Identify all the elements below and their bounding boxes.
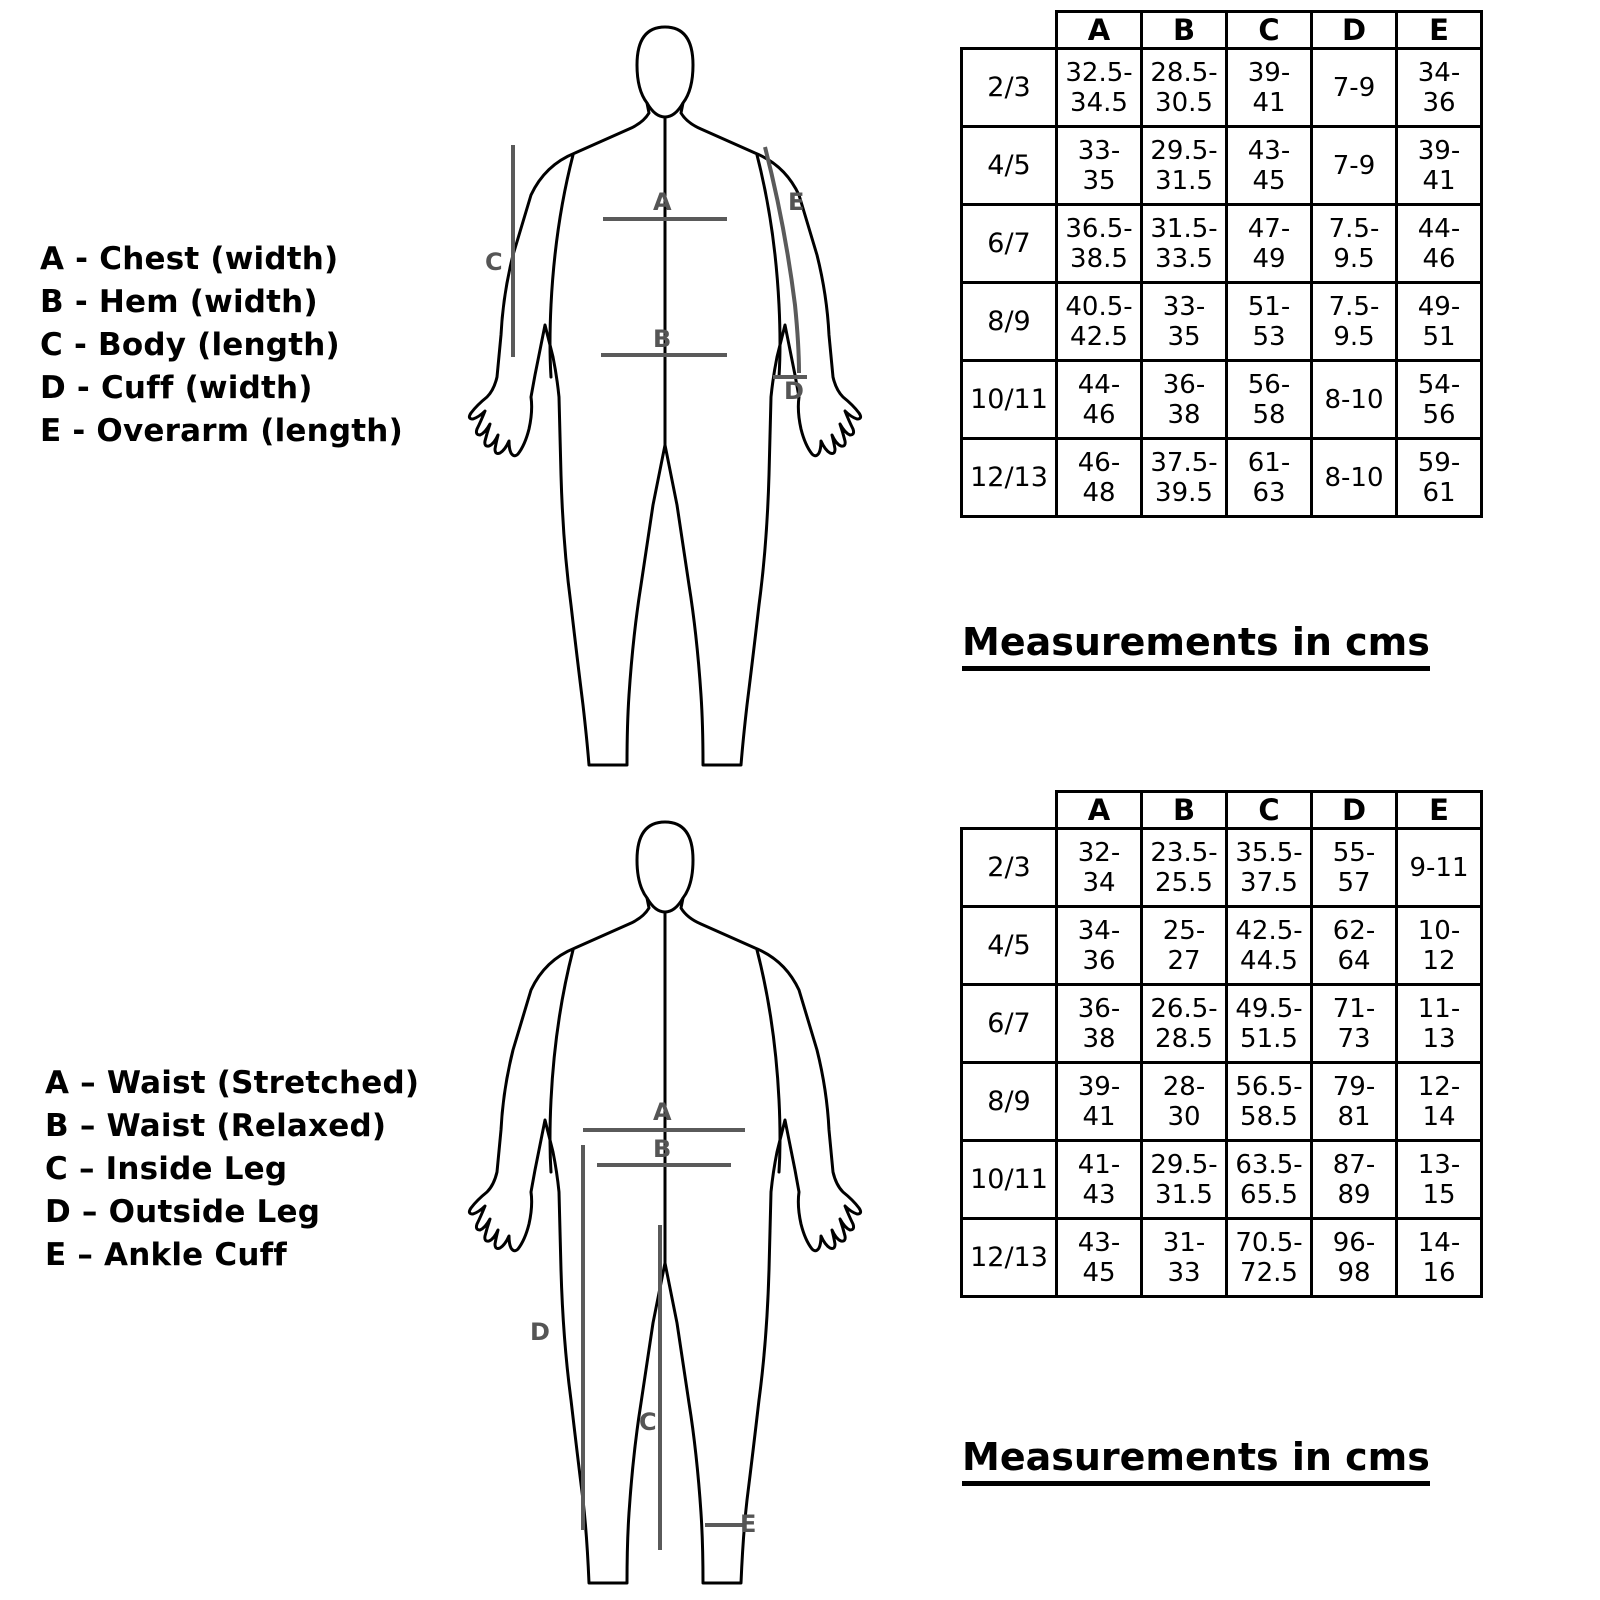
cell-d: 79-81 (1312, 1063, 1397, 1141)
cell-a: 43-45 (1057, 1219, 1142, 1297)
cell-a: 41-43 (1057, 1141, 1142, 1219)
cell-e: 14-16 (1397, 1219, 1482, 1297)
cell-c: 47-49 (1227, 205, 1312, 283)
cell-d: 87-89 (1312, 1141, 1397, 1219)
cell-c: 61-63 (1227, 439, 1312, 517)
cell-c: 51-53 (1227, 283, 1312, 361)
cell-e: 39-41 (1397, 127, 1482, 205)
top-legend-item-d: D - Cuff (width) (40, 370, 313, 406)
bottom-figure-label-e: E (740, 1510, 757, 1538)
top-figure-label-a: A (653, 188, 672, 216)
cell-a: 40.5-42.5 (1057, 283, 1142, 361)
table-row (962, 127, 1482, 205)
cell-c: 43-45 (1227, 127, 1312, 205)
column-header-c: C (1227, 12, 1312, 49)
row-size-label: 2/3 (962, 49, 1057, 127)
top-size-table (960, 10, 1483, 518)
table-row (962, 49, 1482, 127)
row-size-label: 2/3 (962, 829, 1057, 907)
cell-b: 36-38 (1142, 361, 1227, 439)
cell-c: 42.5-44.5 (1227, 907, 1312, 985)
bottom-figure-label-c: C (639, 1408, 657, 1436)
cell-d: 55-57 (1312, 829, 1397, 907)
column-header-d: D (1312, 12, 1397, 49)
cell-a: 32-34 (1057, 829, 1142, 907)
row-size-label: 8/9 (962, 1063, 1057, 1141)
table-corner-cell (962, 792, 1057, 829)
table-row (962, 439, 1482, 517)
cell-b: 26.5-28.5 (1142, 985, 1227, 1063)
row-size-label: 10/11 (962, 361, 1057, 439)
cell-d: 7-9 (1312, 49, 1397, 127)
top-figure-label-b: B (653, 325, 672, 353)
cell-e: 12-14 (1397, 1063, 1482, 1141)
row-size-label: 6/7 (962, 985, 1057, 1063)
top-legend-item-b: B - Hem (width) (40, 284, 318, 320)
top-table-caption: Measurements in cms (962, 620, 1430, 671)
table-row (962, 283, 1482, 361)
bottom-legend (45, 1062, 419, 1277)
top-figure-label-c: C (485, 248, 503, 276)
cell-e: 54-56 (1397, 361, 1482, 439)
cell-d: 7.5-9.5 (1312, 283, 1397, 361)
row-size-label: 12/13 (962, 439, 1057, 517)
cell-a: 32.5-34.5 (1057, 49, 1142, 127)
table-row (962, 1219, 1482, 1297)
cell-b: 25-27 (1142, 907, 1227, 985)
column-header-b: B (1142, 792, 1227, 829)
cell-d: 8-10 (1312, 439, 1397, 517)
column-header-c: C (1227, 792, 1312, 829)
row-size-label: 4/5 (962, 907, 1057, 985)
bottom-legend-item-b: B – Waist (Relaxed) (45, 1108, 387, 1144)
bottom-figure-label-b: B (653, 1135, 672, 1163)
row-size-label: 6/7 (962, 205, 1057, 283)
cell-d: 96-98 (1312, 1219, 1397, 1297)
cell-e: 49-51 (1397, 283, 1482, 361)
cell-e: 11-13 (1397, 985, 1482, 1063)
top-figure-label-e: E (788, 188, 805, 216)
cell-b: 33-35 (1142, 283, 1227, 361)
top-figure-label-d: D (784, 377, 804, 405)
cell-e: 10-12 (1397, 907, 1482, 985)
top-body-figure (455, 5, 875, 775)
row-size-label: 4/5 (962, 127, 1057, 205)
top-legend-item-e: E - Overarm (length) (40, 413, 403, 449)
table-row (962, 1141, 1482, 1219)
table-row (962, 829, 1482, 907)
cell-d: 7-9 (1312, 127, 1397, 205)
bottom-figure-label-a: A (653, 1098, 672, 1126)
cell-b: 28.5-30.5 (1142, 49, 1227, 127)
row-size-label: 8/9 (962, 283, 1057, 361)
column-header-a: A (1057, 12, 1142, 49)
column-header-d: D (1312, 792, 1397, 829)
cell-b: 23.5-25.5 (1142, 829, 1227, 907)
bottom-legend-item-c: C – Inside Leg (45, 1151, 288, 1187)
cell-a: 39-41 (1057, 1063, 1142, 1141)
cell-c: 49.5-51.5 (1227, 985, 1312, 1063)
top-legend-item-c: C - Body (length) (40, 327, 340, 363)
table-row (962, 361, 1482, 439)
table-header-row (962, 792, 1482, 829)
table-row (962, 985, 1482, 1063)
table-row (962, 205, 1482, 283)
row-size-label: 10/11 (962, 1141, 1057, 1219)
cell-e: 9-11 (1397, 829, 1482, 907)
bottom-legend-item-e: E – Ankle Cuff (45, 1237, 287, 1273)
cell-b: 29.5-31.5 (1142, 127, 1227, 205)
cell-a: 46-48 (1057, 439, 1142, 517)
row-size-label: 12/13 (962, 1219, 1057, 1297)
top-legend (40, 238, 403, 453)
table-corner-cell (962, 12, 1057, 49)
bottom-body-figure (455, 805, 875, 1595)
table-row (962, 907, 1482, 985)
cell-b: 31-33 (1142, 1219, 1227, 1297)
cell-a: 33-35 (1057, 127, 1142, 205)
cell-c: 70.5-72.5 (1227, 1219, 1312, 1297)
cell-d: 7.5-9.5 (1312, 205, 1397, 283)
cell-a: 34-36 (1057, 907, 1142, 985)
cell-c: 56-58 (1227, 361, 1312, 439)
bottom-table-caption: Measurements in cms (962, 1435, 1430, 1486)
column-header-e: E (1397, 12, 1482, 49)
cell-c: 63.5-65.5 (1227, 1141, 1312, 1219)
bottom-size-table (960, 790, 1483, 1298)
top-legend-item-a: A - Chest (width) (40, 241, 339, 277)
bottom-legend-item-d: D – Outside Leg (45, 1194, 321, 1230)
cell-e: 13-15 (1397, 1141, 1482, 1219)
cell-a: 36-38 (1057, 985, 1142, 1063)
column-header-e: E (1397, 792, 1482, 829)
column-header-b: B (1142, 12, 1227, 49)
cell-b: 29.5-31.5 (1142, 1141, 1227, 1219)
cell-c: 56.5-58.5 (1227, 1063, 1312, 1141)
cell-c: 35.5-37.5 (1227, 829, 1312, 907)
bottom-figure-label-d: D (530, 1318, 550, 1346)
cell-b: 28-30 (1142, 1063, 1227, 1141)
cell-c: 39-41 (1227, 49, 1312, 127)
column-header-a: A (1057, 792, 1142, 829)
table-header-row (962, 12, 1482, 49)
cell-b: 37.5-39.5 (1142, 439, 1227, 517)
cell-a: 44-46 (1057, 361, 1142, 439)
cell-a: 36.5-38.5 (1057, 205, 1142, 283)
cell-e: 34-36 (1397, 49, 1482, 127)
cell-e: 59-61 (1397, 439, 1482, 517)
cell-b: 31.5-33.5 (1142, 205, 1227, 283)
cell-d: 71-73 (1312, 985, 1397, 1063)
table-row (962, 1063, 1482, 1141)
bottom-legend-item-a: A – Waist (Stretched) (45, 1065, 420, 1101)
cell-d: 8-10 (1312, 361, 1397, 439)
cell-e: 44-46 (1397, 205, 1482, 283)
cell-d: 62-64 (1312, 907, 1397, 985)
